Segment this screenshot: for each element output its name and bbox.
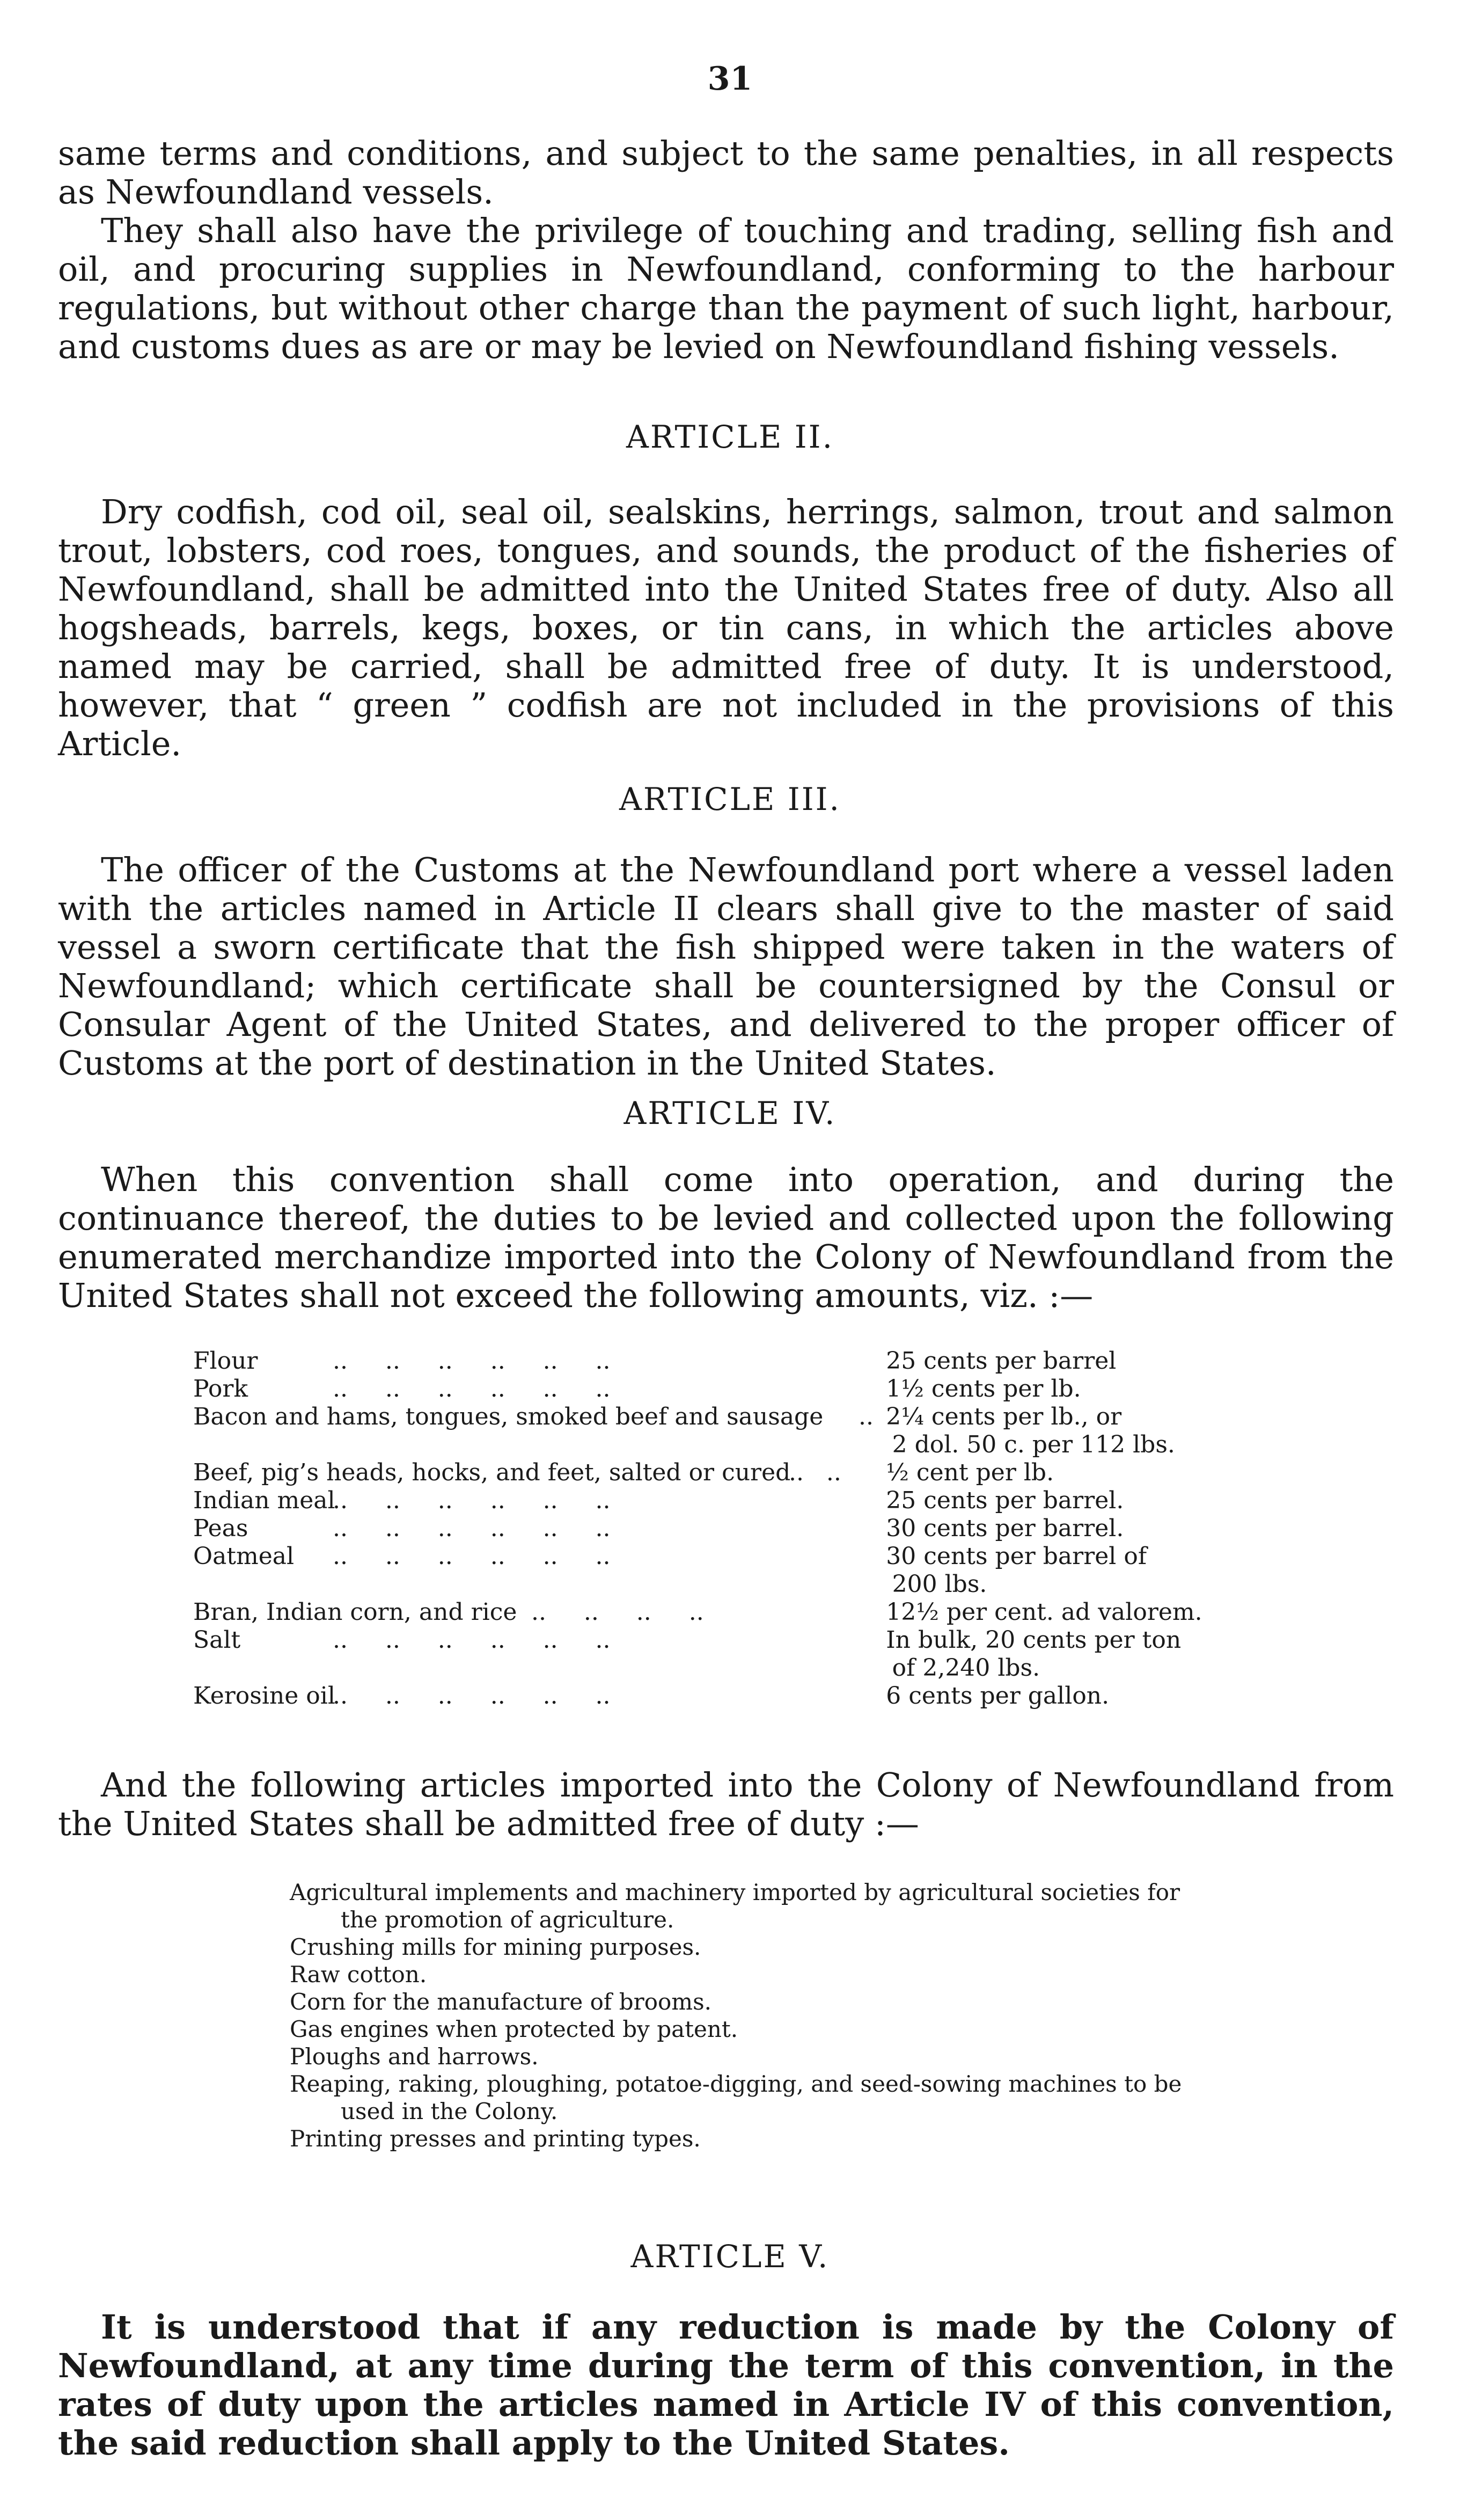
list-item: Reaping, raking, ploughing, potatoe-digging, and seed-sowing machines to be used in the Colony. bbox=[290, 2071, 1182, 2124]
tariff-item: Indian meal bbox=[193, 1487, 335, 1514]
intro-paragraph-2: They shall also have the privilege of touching and trading, selling fish and oil, and procuring supplies in Newfoundland, conforming to the harbour regulations, but without other charge than the payment of such light, harbour, and customs dues as are or may be levied on Newfoundland fishing vessels. bbox=[58, 211, 1394, 366]
intro-paragraph-1: same terms and conditions, and subject to the same penalties, in all respects as Newfoundland vessels. bbox=[58, 134, 1394, 211]
tariff-row bbox=[193, 1459, 1298, 1487]
tariff-duty: 30 cents per barrel of bbox=[886, 1543, 1147, 1570]
article-2-section bbox=[58, 493, 1394, 763]
tariff-row bbox=[193, 1375, 1298, 1403]
tariff-duty: 30 cents per barrel. bbox=[886, 1515, 1124, 1542]
article-5-section bbox=[58, 2308, 1394, 2463]
tariff-leader: .. .. .. .. .. .. bbox=[333, 1375, 611, 1403]
list-item: Agricultural implements and machinery imported by agricultural societies for the promotion of agriculture. bbox=[290, 1879, 1180, 1933]
tariff-row bbox=[193, 1403, 1298, 1431]
tariff-duty: 25 cents per barrel. bbox=[886, 1487, 1124, 1514]
article-4-text: When this convention shall come into operation, and during the continuance thereof, the duties to be levied and collected upon the following enumerated merchandize imported into the Colony of Newfoundland from the United States shall not exceed the following amounts, viz. :— bbox=[58, 1160, 1394, 1315]
tariff-item: Kerosine oil bbox=[193, 1682, 335, 1710]
article-4-heading: ARTICLE IV. bbox=[623, 1095, 837, 1131]
tariff-leader: .. .. .. .. .. .. bbox=[333, 1487, 611, 1514]
tariff-duty-cont: of 2,240 lbs. bbox=[892, 1654, 1040, 1682]
list-item: Corn for the manufacture of brooms. bbox=[290, 1989, 712, 2015]
tariff-leader: .. .. bbox=[789, 1459, 841, 1486]
tariff-item: Salt bbox=[193, 1626, 241, 1654]
tariff-leader: .. .. .. .. .. .. bbox=[333, 1682, 611, 1710]
free-intro-text: And the following articles imported into the Colony of Newfoundland from the United States shall be admitted free of duty :— bbox=[58, 1765, 1394, 1843]
article-5-text: It is understood that if any reduction is made by the Colony of Newfoundland, at any time during the term of this convention, in the rates of duty upon the articles named in Article IV of this convention, the said reduction shall apply to the United States. bbox=[58, 2307, 1394, 2463]
tariff-leader: .. .. .. .. .. .. bbox=[333, 1515, 611, 1542]
tariff-row-continuation bbox=[193, 1654, 1298, 1682]
tariff-duty: 1½ cents per lb. bbox=[886, 1375, 1081, 1403]
article-2-heading: ARTICLE II. bbox=[626, 419, 834, 455]
tariff-leader: .. .. .. .. bbox=[531, 1598, 704, 1626]
list-item: Raw cotton. bbox=[290, 1961, 427, 1988]
tariff-row bbox=[193, 1347, 1298, 1375]
tariff-row bbox=[193, 1626, 1298, 1654]
list-item: Printing presses and printing types. bbox=[290, 2125, 701, 2152]
tariff-row-continuation bbox=[193, 1431, 1298, 1459]
tariff-duty: 12½ per cent. ad valorem. bbox=[886, 1598, 1202, 1626]
tariff-duty: 2¼ cents per lb., or bbox=[886, 1403, 1122, 1430]
tariff-row bbox=[193, 1598, 1298, 1626]
tariff-item: Bacon and hams, tongues, smoked beef and sausage bbox=[193, 1403, 824, 1430]
tariff-item: Bran, Indian corn, and rice bbox=[193, 1598, 517, 1626]
tariff-item: Oatmeal bbox=[193, 1543, 295, 1570]
list-item: Ploughs and harrows. bbox=[290, 2043, 539, 2070]
free-intro-section bbox=[58, 1766, 1394, 1843]
intro-section bbox=[58, 134, 1394, 366]
article-4-section bbox=[58, 1160, 1394, 1315]
article-5-heading: ARTICLE V. bbox=[630, 2238, 830, 2275]
tariff-item: Beef, pig’s heads, hocks, and feet, salted or cured bbox=[193, 1459, 791, 1486]
tariff-duty: 6 cents per gallon. bbox=[886, 1682, 1110, 1710]
tariff-leader: .. bbox=[859, 1403, 874, 1430]
tariff-duty: In bulk, 20 cents per ton bbox=[886, 1626, 1182, 1654]
list-item: Gas engines when protected by patent. bbox=[290, 2016, 738, 2042]
tariff-duty-cont: 200 lbs. bbox=[892, 1571, 987, 1598]
tariff-duty-cont: 2 dol. 50 c. per 112 lbs. bbox=[892, 1431, 1175, 1458]
tariff-item: Peas bbox=[193, 1515, 248, 1542]
tariff-row bbox=[193, 1682, 1298, 1710]
article-2-text: Dry codfish, cod oil, seal oil, sealskins, herrings, salmon, trout and salmon trout, lobsters, cod roes, tongues, and sounds, the product of the fisheries of Newfoundland, shall be admitted into the United States free of duty. Also all hogsheads, barrels, kegs, boxes, or tin cans, in which the articles above named may be carried, shall be admitted free of duty. It is understood, however, that “ green ” codfish are not included in the provisions of this Article. bbox=[58, 492, 1394, 763]
list-item: Crushing mills for mining purposes. bbox=[290, 1934, 701, 1960]
tariff-duty: 25 cents per barrel bbox=[886, 1347, 1117, 1375]
tariff-leader: .. .. .. .. .. .. bbox=[333, 1626, 611, 1654]
tariff-item: Pork bbox=[193, 1375, 248, 1403]
tariff-table bbox=[193, 1347, 1298, 1710]
tariff-row bbox=[193, 1543, 1298, 1571]
article-3-text: The officer of the Customs at the Newfoundland port where a vessel laden with the articles named in Article II clears shall give to the master of said vessel a sworn certificate that the fish shipped were taken in the waters of Newfoundland; which certificate shall be countersigned by the Consul or Consular Agent of the United States, and delivered to the proper officer of Customs at the port of destination in the United States. bbox=[58, 850, 1394, 1083]
tariff-leader: .. .. .. .. .. .. bbox=[333, 1543, 611, 1570]
tariff-leader: .. .. .. .. .. .. bbox=[333, 1347, 611, 1375]
article-3-section bbox=[58, 851, 1394, 1083]
tariff-duty: ½ cent per lb. bbox=[886, 1459, 1054, 1486]
article-3-heading: ARTICLE III. bbox=[619, 781, 841, 817]
free-items-list bbox=[290, 1879, 1213, 2152]
tariff-item: Flour bbox=[193, 1347, 258, 1375]
page-number: 31 bbox=[707, 60, 753, 98]
tariff-row bbox=[193, 1515, 1298, 1543]
tariff-row bbox=[193, 1487, 1298, 1515]
tariff-row-continuation bbox=[193, 1571, 1298, 1598]
